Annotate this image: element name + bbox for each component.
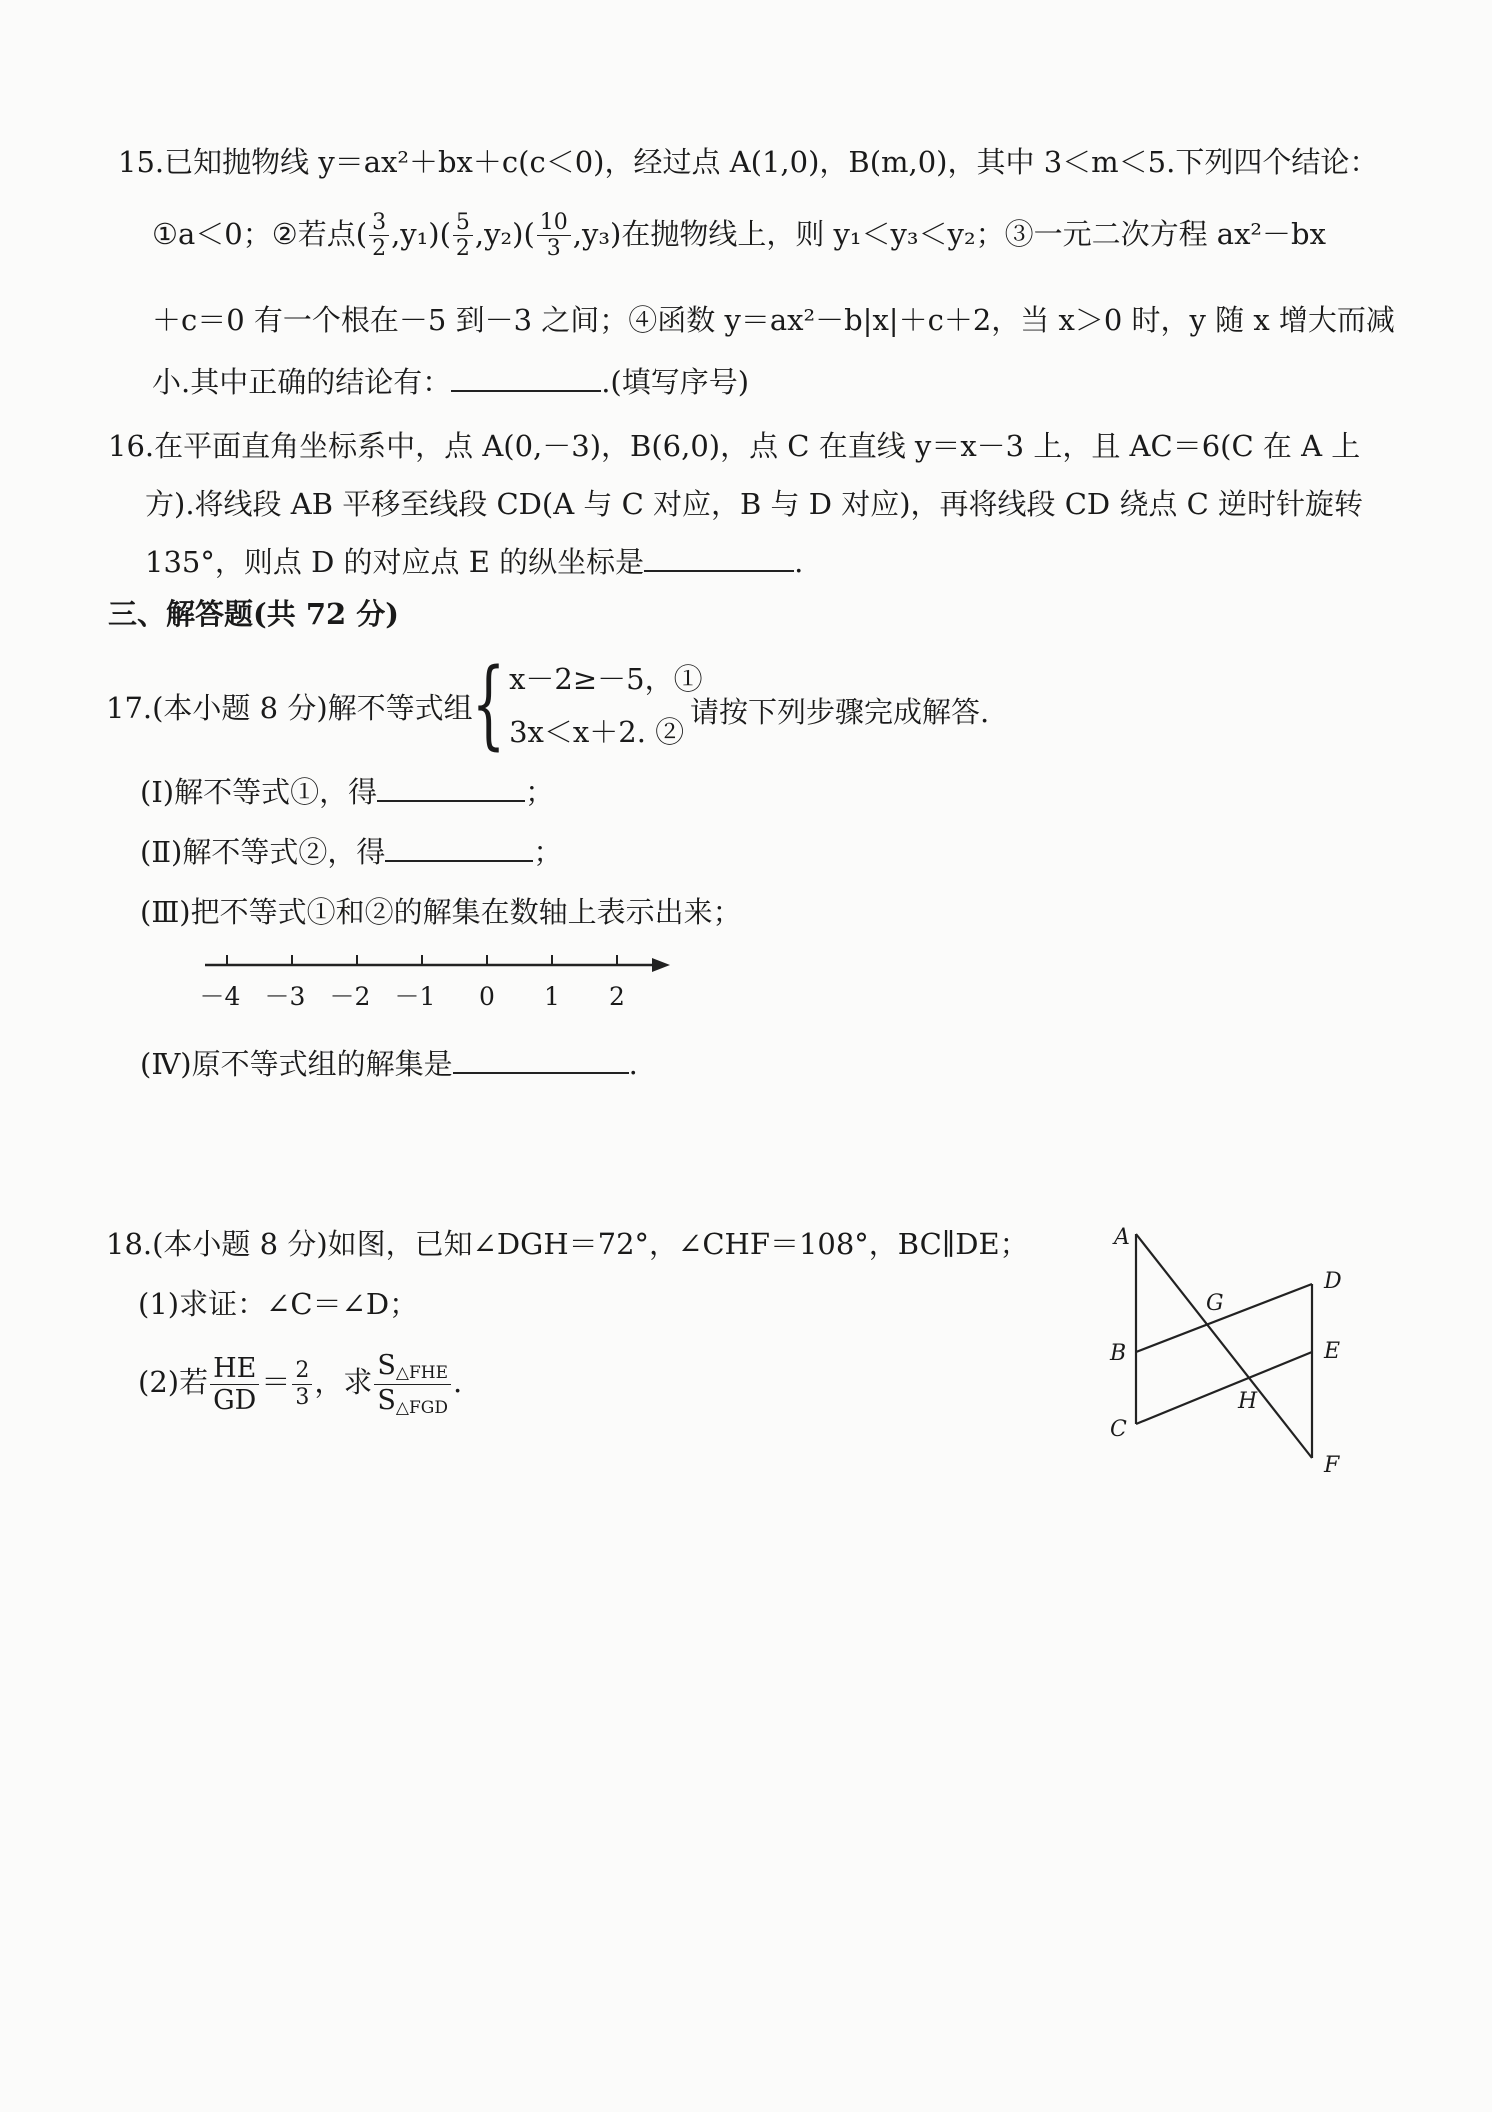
q18-line2: (1)求证：∠C＝∠D； [138, 1287, 419, 1321]
q15-point2-rest: ,y₂)( [474, 216, 535, 251]
q15-line2 [152, 210, 1326, 262]
q17-prefix: 17.(本小题 8 分)解不等式组 [106, 691, 473, 725]
q18-ratio-2-3: $\frac{2}{3}$ [292, 1358, 312, 1410]
brace-symbol: { [471, 648, 506, 760]
axis-label: －1 [394, 982, 436, 1011]
q15-line4-start: 小.其中正确的结论有： [152, 365, 452, 399]
point-label-g: G [1206, 1291, 1224, 1316]
point-label-h: H [1238, 1389, 1258, 1414]
q17-step4 [140, 1042, 638, 1083]
q15-frac-5-2: $\frac{5}{2}$ [453, 210, 473, 262]
q16-line3-end: . [794, 545, 804, 579]
q15-point1-rest: ,y₁)( [391, 216, 451, 251]
q16-line2: 方).将线段 AB 平移至线段 CD(A 与 C 对应，B 与 D 对应)，再将线段 CD 绕点 C 逆时针旋转 [145, 487, 1364, 521]
q15-line2-end: ,y₃)在抛物线上，则 y₁＜y₃＜y₂；③一元二次方程 ax²－bx [572, 216, 1326, 251]
q18-line3 [138, 1350, 462, 1418]
q15-line2-start: ①a＜0；②若点( [152, 216, 368, 251]
q17-step3: (Ⅲ)把不等式①和②的解集在数轴上表示出来； [140, 895, 742, 929]
q15-line4 [152, 360, 749, 401]
q15-frac-10-3: $\frac{10}{3}$ [537, 210, 571, 262]
q17-step1-text: (Ⅰ)解不等式①，得 [140, 775, 378, 809]
point-label-e: E [1324, 1339, 1341, 1364]
axis-label: 0 [479, 982, 495, 1011]
q17-inequality-2: 3x＜x＋2. ② [509, 715, 685, 749]
segment-af [1136, 1234, 1312, 1458]
q17-step4-end: . [628, 1047, 638, 1081]
q15-answer-blank[interactable] [451, 390, 601, 392]
q17-step2 [140, 830, 562, 871]
q15-line4-end: .(填写序号) [601, 365, 750, 399]
q18-ratio-he-gd: $\frac{HE}{GD}$ [210, 1353, 259, 1416]
number-line-arrow-icon [652, 958, 670, 972]
axis-label: 2 [609, 982, 625, 1011]
q17-step4-text: (Ⅳ)原不等式组的解集是 [140, 1047, 453, 1081]
q17-step4-blank[interactable] [453, 1072, 629, 1074]
q18-line3-mid: ，求 [314, 1365, 373, 1400]
q17-step2-end: ； [533, 835, 563, 869]
q17-suffix: 请按下列步骤完成解答. [690, 695, 990, 729]
q18-line3-end: . [453, 1365, 463, 1400]
q16-line3-start: 135°，则点 D 的对应点 E 的纵坐标是 [145, 545, 645, 579]
point-label-d: D [1324, 1269, 1342, 1294]
segment-ce [1136, 1352, 1312, 1424]
point-label-a: A [1114, 1225, 1130, 1250]
axis-label: －3 [264, 982, 306, 1011]
q15-line3: ＋c＝0 有一个根在－5 到－3 之间；④函数 y＝ax²－b|x|＋c＋2，当 x＞0 时，y 随 x 增大而减 [152, 303, 1395, 337]
q16-line1: 16.在平面直角坐标系中，点 A(0,－3)，B(6,0)，点 C 在直线 y＝x－3 上，且 AC＝6(C 在 A 上 [108, 429, 1361, 463]
q17-step1-end: ； [525, 775, 555, 809]
q18-line3-start: (2)若 [138, 1365, 209, 1400]
q17-inequality-system [458, 648, 703, 760]
q18-line1: 18.(本小题 8 分)如图，已知∠DGH＝72°，∠CHF＝108°，BC∥DE； [106, 1227, 1029, 1261]
q15-line1: 15.已知抛物线 y＝ax²＋bx＋c(c＜0)，经过点 A(1,0)，B(m,0)，其中 3＜m＜5.下列四个结论： [118, 145, 1379, 179]
number-line[interactable] [190, 945, 690, 1015]
axis-label: －4 [199, 982, 241, 1011]
geometry-figure [1090, 1210, 1370, 1480]
point-label-c: C [1110, 1417, 1127, 1442]
q16-answer-blank[interactable] [644, 570, 794, 572]
q17-step1 [140, 770, 554, 811]
q18-equals: ＝ [261, 1365, 291, 1400]
point-label-f: F [1324, 1453, 1340, 1478]
q15-frac-3-2: $\frac{3}{2}$ [369, 210, 389, 262]
q17-step2-blank[interactable] [385, 860, 533, 862]
segment-bd [1136, 1284, 1312, 1352]
number-line-ticks [227, 955, 617, 965]
axis-label: －2 [329, 982, 371, 1011]
q17-step1-blank[interactable] [377, 800, 525, 802]
section3-title: 三、解答题(共 72 分) [108, 597, 399, 631]
axis-label: 1 [544, 982, 560, 1011]
point-label-b: B [1110, 1341, 1127, 1366]
q16-line3 [145, 540, 803, 581]
q17-inequality-1: x－2≥－5，① [509, 662, 703, 696]
q17-step2-text: (Ⅱ)解不等式②，得 [140, 835, 386, 869]
q18-area-ratio: $\frac{S_{\triangle FHE}}{S_{\triangle FGD}}$ [374, 1350, 451, 1418]
